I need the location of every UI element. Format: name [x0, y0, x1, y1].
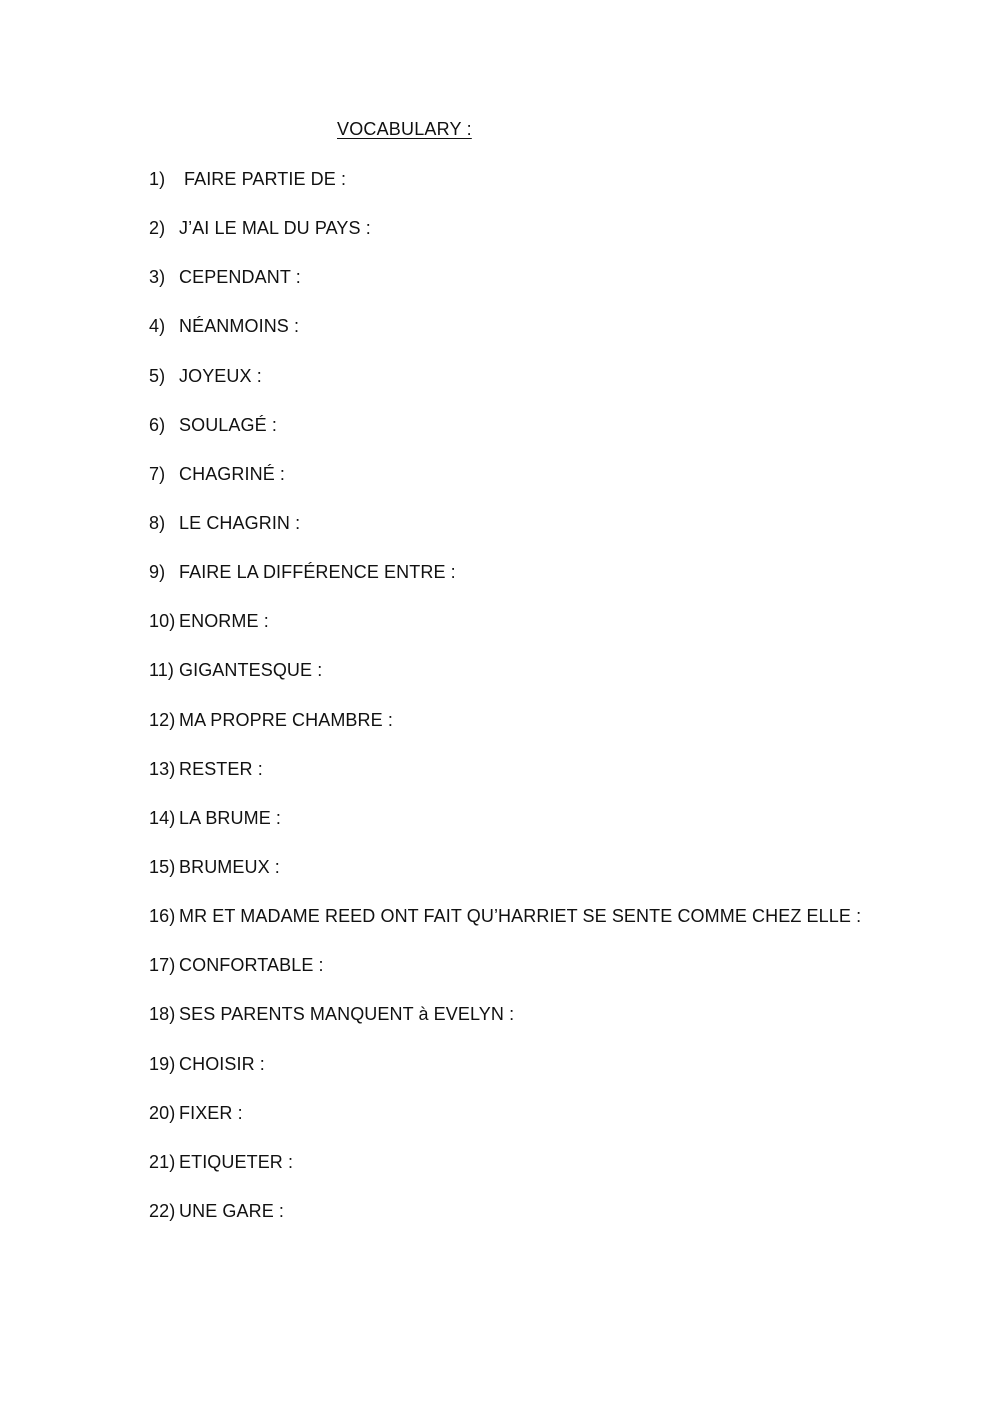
item-number: 22) — [149, 1201, 176, 1221]
item-number: 3) — [149, 267, 166, 287]
list-item — [149, 906, 861, 927]
item-number: 18) — [149, 1004, 176, 1024]
item-text: JOYEUX : — [179, 366, 262, 386]
item-number: 12) — [149, 710, 176, 730]
item-text: FAIRE PARTIE DE : — [184, 169, 347, 189]
item-text: NÉANMOINS : — [179, 316, 300, 336]
item-text: LA BRUME : — [179, 808, 282, 828]
item-text: CEPENDANT : — [179, 267, 301, 287]
list-item — [149, 611, 269, 632]
page-title: VOCABULARY : — [337, 119, 472, 139]
list-item — [149, 415, 277, 436]
item-number: 13) — [149, 759, 176, 779]
list-item — [149, 218, 371, 239]
item-text: FIXER : — [179, 1103, 243, 1123]
item-text: RESTER : — [179, 759, 263, 779]
item-number: 20) — [149, 1103, 176, 1123]
item-text: ENORME : — [179, 611, 269, 631]
list-item — [149, 267, 301, 288]
item-text: UNE GARE : — [179, 1201, 285, 1221]
item-text: SES PARENTS MANQUENT à EVELYN : — [179, 1004, 515, 1024]
item-text: FAIRE LA DIFFÉRENCE ENTRE : — [179, 562, 456, 582]
item-text: CONFORTABLE : — [179, 955, 324, 975]
item-number: 16) — [149, 906, 176, 926]
item-text: MA PROPRE CHAMBRE : — [179, 710, 393, 730]
list-item — [149, 562, 456, 583]
item-number: 21) — [149, 1152, 176, 1172]
item-number: 9) — [149, 562, 166, 582]
item-number: 10) — [149, 611, 176, 631]
item-number: 8) — [149, 513, 166, 533]
item-text: GIGANTESQUE : — [179, 660, 323, 680]
list-item — [149, 808, 281, 829]
item-number: 7) — [149, 464, 166, 484]
item-number: 11) — [149, 660, 174, 680]
list-item — [149, 710, 393, 731]
list-item — [149, 169, 346, 190]
list-item — [149, 1004, 514, 1025]
list-item — [149, 1152, 293, 1173]
item-number: 2) — [149, 218, 166, 238]
item-text: BRUMEUX : — [179, 857, 280, 877]
list-item — [149, 955, 324, 976]
list-item — [149, 464, 285, 485]
list-item — [149, 1103, 243, 1124]
list-item — [149, 366, 262, 387]
list-item — [149, 857, 280, 878]
item-text: CHAGRINÉ : — [179, 464, 286, 484]
item-text: ETIQUETER : — [179, 1152, 294, 1172]
list-item — [149, 316, 299, 337]
item-number: 5) — [149, 366, 166, 386]
item-text: SOULAGÉ : — [179, 415, 277, 435]
item-number: 15) — [149, 857, 176, 877]
item-number: 19) — [149, 1054, 176, 1074]
list-item — [149, 1201, 284, 1222]
item-text: MR ET MADAME REED ONT FAIT QU’HARRIET SE SENTE COMME CHEZ ELLE : — [179, 906, 862, 926]
item-number: 4) — [149, 316, 166, 336]
list-item — [149, 1054, 265, 1075]
list-item — [149, 660, 322, 681]
item-number: 14) — [149, 808, 176, 828]
item-number: 17) — [149, 955, 176, 975]
list-item — [149, 759, 263, 780]
list-item — [149, 513, 300, 534]
item-text: LE CHAGRIN : — [179, 513, 301, 533]
item-text: J’AI LE MAL DU PAYS : — [179, 218, 371, 238]
item-number: 6) — [149, 415, 166, 435]
item-text: CHOISIR : — [179, 1054, 265, 1074]
item-number: 1) — [149, 169, 166, 189]
